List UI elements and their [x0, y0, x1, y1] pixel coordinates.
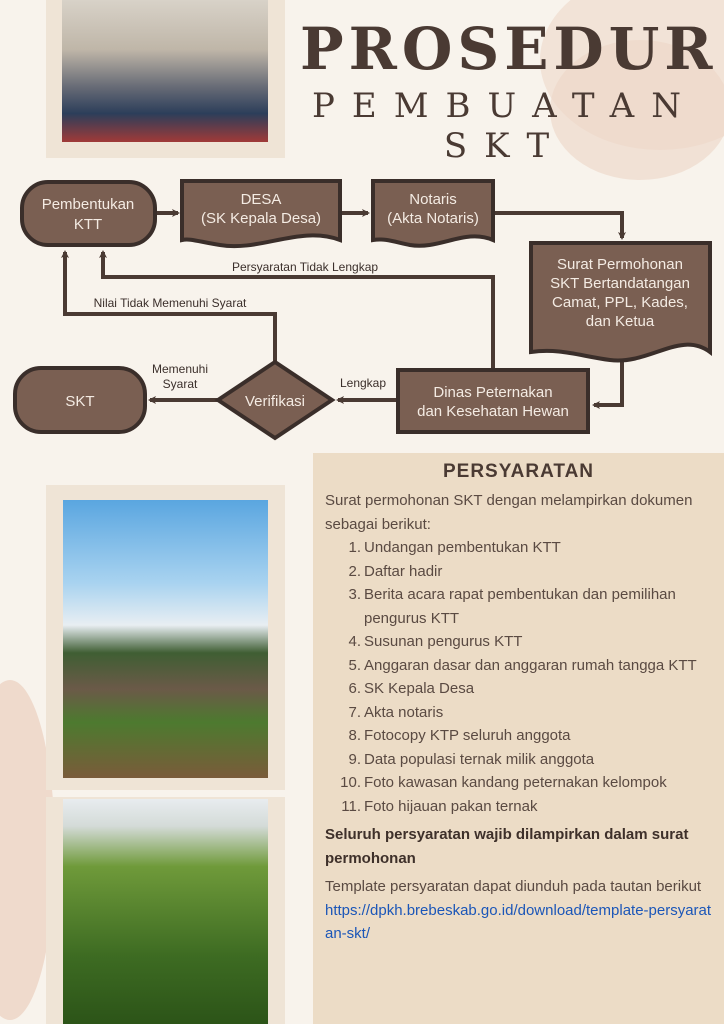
grass-photo	[63, 799, 268, 1024]
label-nilai-tidak-memenuhi: Nilai Tidak Memenuhi Syarat	[93, 296, 247, 310]
item-text: Undangan pembentukan KTT	[364, 539, 561, 556]
list-item	[325, 748, 712, 772]
list-item	[325, 771, 712, 795]
list-item	[325, 701, 712, 725]
item-number: 1.	[348, 539, 361, 556]
item-number: 4.	[348, 633, 361, 650]
title-skt: SKT	[443, 126, 567, 166]
list-item	[325, 630, 712, 654]
mandatory-note: Seluruh persyaratan wajib dilampirkan dalam surat permohonan	[325, 826, 689, 867]
list-item	[325, 583, 712, 630]
grass-photo-frame	[46, 797, 285, 1024]
node-notaris-text-2: (Akta Notaris)	[387, 210, 479, 227]
item-number: 6.	[348, 680, 361, 697]
requirements-panel	[313, 453, 724, 1024]
arrow-notaris-surat	[494, 213, 622, 238]
list-item	[325, 654, 712, 678]
flowchart	[0, 0, 724, 450]
item-number: 11.	[341, 797, 361, 815]
node-dinas	[398, 370, 588, 432]
list-item	[325, 560, 712, 584]
node-desa-text-2: (SK Kepala Desa)	[200, 210, 322, 227]
node-surat-text-1: Surat Permohonan	[557, 256, 683, 273]
label-lengkap: Lengkap	[339, 376, 387, 390]
label-memenuhi-1: Memenuhi	[151, 362, 209, 376]
node-pembentukan-ktt	[22, 182, 155, 245]
item-number: 3.	[348, 586, 361, 603]
item-number: 8.	[348, 727, 361, 744]
title-pembuatan: PEMBUATAN	[312, 86, 698, 126]
node-pembentukan-text-2: KTT	[73, 216, 103, 233]
node-dinas-text-2: dan Kesehatan Hewan	[417, 403, 569, 420]
node-surat-text-2: SKT Bertandatangan	[550, 275, 690, 292]
item-text: Susunan pengurus KTT	[364, 633, 523, 650]
item-number: 7.	[348, 703, 361, 721]
barn-photo-frame	[46, 485, 285, 790]
arrow-surat-dinas	[594, 355, 622, 405]
item-text: Data populasi ternak milik anggota	[364, 750, 595, 768]
node-surat-text-4: dan Ketua	[585, 313, 655, 330]
label-memenuhi-2: Syarat	[162, 377, 198, 391]
list-item	[325, 677, 712, 701]
item-text: Anggaran dasar dan anggaran rumah tangga KTT	[364, 656, 697, 674]
requirements-list	[325, 536, 712, 818]
list-item	[325, 795, 712, 819]
panel-intro: Surat permohonan SKT dengan melampirkan dokumen sebagai berikut:	[325, 492, 693, 533]
panel-heading: PERSYARATAN	[442, 461, 595, 482]
node-desa-text-1: DESA	[240, 191, 282, 208]
item-number: 9.	[348, 750, 361, 768]
item-text: Fotocopy KTP seluruh anggota	[364, 727, 571, 744]
node-skt-text: SKT	[65, 393, 95, 410]
node-dinas-text-1: Dinas Peternakan	[433, 384, 553, 401]
item-number: 10.	[340, 774, 361, 791]
item-number: 2.	[348, 562, 361, 580]
node-pembentukan-text-1: Pembentukan	[41, 196, 135, 213]
list-item	[325, 724, 712, 748]
node-notaris-text-1: Notaris	[409, 191, 457, 208]
item-text: Foto kawasan kandang peternakan kelompok	[364, 774, 667, 791]
list-item	[325, 536, 712, 560]
barn-photo	[63, 500, 268, 778]
item-text: Akta notaris	[364, 703, 444, 721]
label-persyaratan-tidak-lengkap: Persyaratan Tidak Lengkap	[231, 260, 379, 274]
item-text: Foto hijauan pakan ternak	[364, 797, 538, 815]
item-text: Daftar hadir	[364, 562, 443, 580]
item-text: Berita acara rapat pembentukan dan pemilihan pengurus KTT	[364, 586, 676, 627]
template-text: Template persyaratan dapat diunduh pada tautan berikut	[325, 878, 702, 895]
template-download-link[interactable]: https://dpkh.brebeskab.go.id/download/template-persyaratan-skt/	[325, 901, 712, 942]
node-surat-text-3: Camat, PPL, Kades,	[552, 294, 688, 311]
item-number: 5.	[348, 656, 361, 674]
node-verifikasi-text: Verifikasi	[244, 393, 306, 410]
item-text: SK Kepala Desa	[364, 680, 475, 697]
title-prosedur: PROSEDUR	[300, 15, 718, 83]
